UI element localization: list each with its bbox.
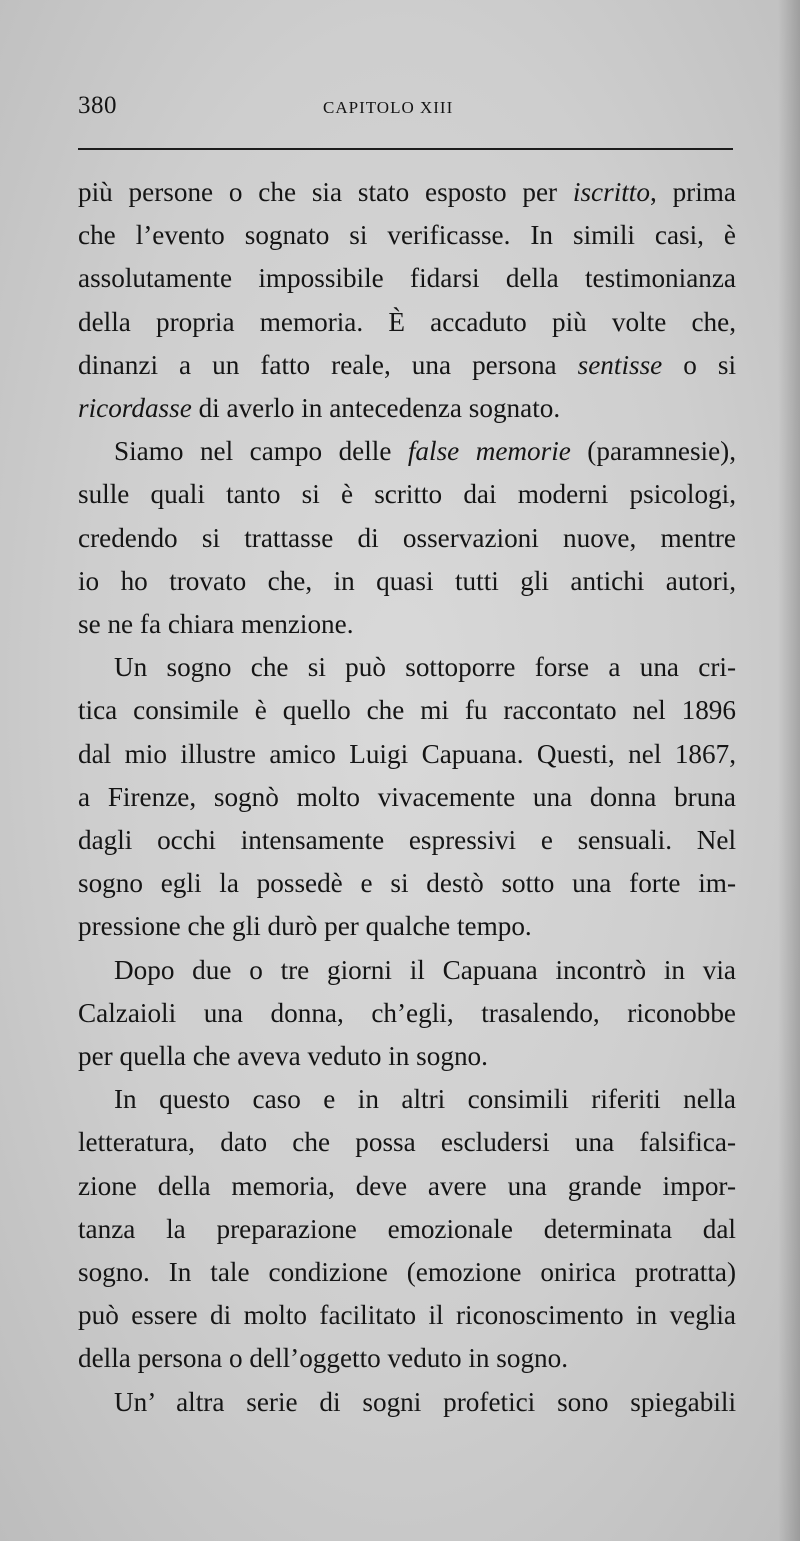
text-line: In questo caso e in altri consimili riferiti nella	[114, 1084, 736, 1115]
page-number: 380	[78, 92, 117, 119]
text-line: per quella che aveva veduto in sogno.	[78, 1041, 488, 1072]
running-head: CAPITOLO XIII	[323, 98, 454, 117]
text-line: della persona o dell’oggetto veduto in sogno.	[78, 1343, 569, 1374]
text-line: letteratura, dato che possa escludersi una falsifica-	[78, 1127, 736, 1158]
text-line: sogno. In tale condizione (emozione onirica protratta)	[78, 1257, 736, 1288]
text-line: credendo si trattasse di osservazioni nuove, mentre	[78, 522, 736, 553]
page-edge-shadow	[778, 0, 800, 1541]
text-line: pressione che gli durò per qualche tempo.	[78, 911, 532, 942]
text-line: io ho trovato che, in quasi tutti gli antichi autori,	[78, 565, 736, 596]
text-line: Dopo due o tre giorni il Capuana incontrò in via	[114, 954, 736, 985]
text-line: sogno egli la possedè e si destò sotto una forte im-	[78, 868, 736, 899]
text-line: a Firenze, sognò molto vivacemente una donna bruna	[78, 781, 736, 812]
text-line: tica consimile è quello che mi fu raccontato nel 1896	[78, 695, 736, 726]
text-line: tanza la preparazione emozionale determinata dal	[78, 1213, 736, 1244]
text-line: Calzaioli una donna, ch’egli, trasalendo, riconobbe	[78, 997, 736, 1028]
text-line: assolutamente impossibile fidarsi della testimonianza	[78, 263, 736, 294]
text-line: più persone o che sia stato esposto per iscritto, prima	[78, 177, 736, 207]
text-line: dal mio illustre amico Luigi Capuana. Questi, nel 1867,	[78, 738, 736, 769]
text-line: Un’ altra serie di sogni profetici sono spiegabili	[114, 1386, 736, 1417]
text-line: Siamo nel campo delle false memorie (paramnesie),	[114, 436, 736, 467]
text-line: zione della memoria, deve avere una grande impor-	[78, 1170, 736, 1201]
text-line: dinanzi a un fatto reale, una persona sentisse o si	[78, 349, 737, 380]
body-text	[78, 171, 736, 1424]
text-line: che l’evento sognato si verificasse. In simili casi, è	[78, 220, 736, 251]
page-header	[78, 88, 730, 128]
text-line: può essere di molto facilitato il riconoscimento in veglia	[78, 1300, 736, 1331]
text-line: Un sogno che si può sottoporre forse a una cri-	[114, 652, 736, 683]
text-line: sulle quali tanto si è scritto dai moderni psicologi,	[78, 479, 736, 510]
header-rule	[78, 148, 733, 150]
text-line: della propria memoria. È accaduto più volte che,	[78, 306, 736, 337]
text-line: se ne fa chiara menzione.	[78, 609, 354, 640]
text-line: dagli occhi intensamente espressivi e sensuali. Nel	[78, 825, 736, 856]
text-line: ricordasse di averlo in antecedenza sognato.	[78, 393, 561, 424]
